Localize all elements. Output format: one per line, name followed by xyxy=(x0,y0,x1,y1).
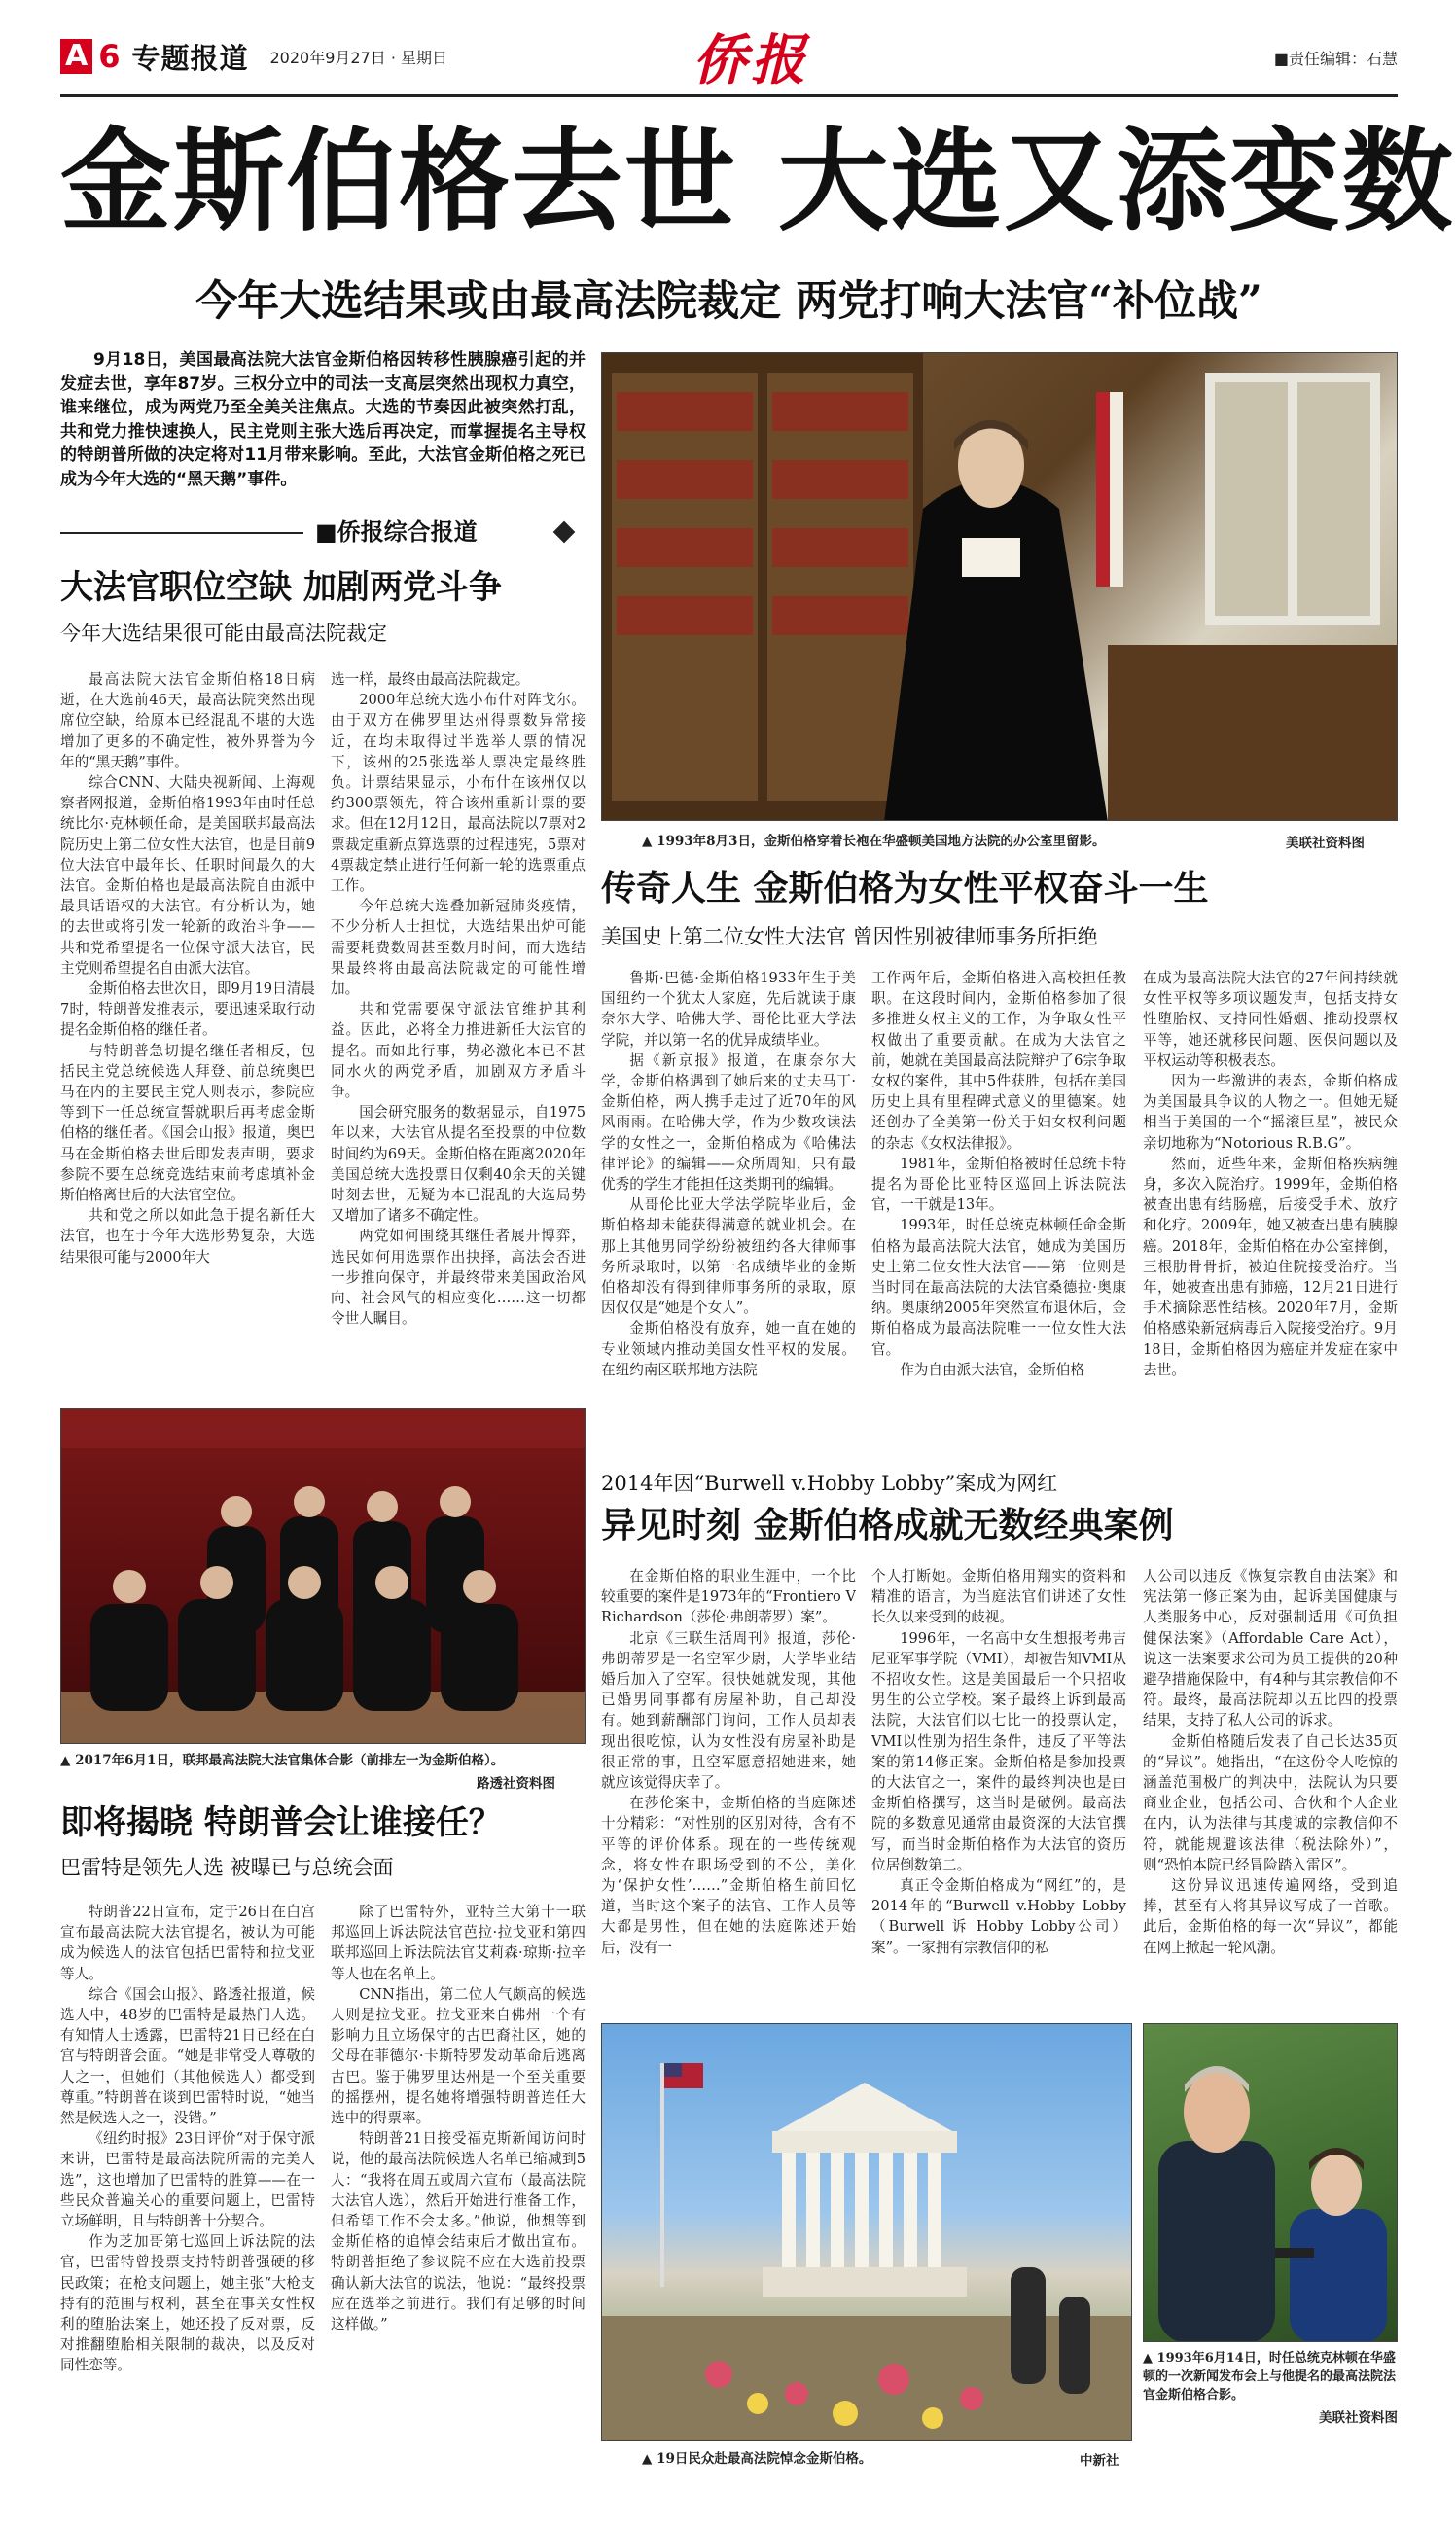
paragraph: 特朗普21日接受福克斯新闻访问时说，他的最高法院候选人名单已缩减到5人：“我将在周五或周六宣布（最高法院大法官人选），然后开始进行准备工作，但希望工作不会太多。”他说，他想等到金斯伯格的追悼会结束后才做出宣布。特朗普拒绝了参议院不应在大选前投票确认新大法官的说法，他说：“最终投票应在选举之前进行。我们有足够的时间这样做。” xyxy=(331,2130,586,2333)
paragraph: 金斯伯格去世次日，即9月19日清晨7时，特朗普发推表示，要迅速采取行动提名金斯伯格的继任者。 xyxy=(60,980,315,1039)
paragraph: 共和党之所以如此急于提名新任大法官，也在于今年大选形势复杂，大选结果很可能与2000年大 xyxy=(60,1207,315,1265)
clinton-photo-caption-wrap xyxy=(1143,2349,1398,2426)
article1-col1 xyxy=(60,669,315,1399)
paragraph: 在莎伦案中，金斯伯格的当庭陈述十分精彩：“对性别的区别对待，含有不平等的评价体系。现在的一些传统观念，将女性在职场受到的不公，美化为‘保护女性’……”金斯伯格生前回忆道，当时这个案子的法官、工作人员等大都是男性，但在她的法庭陈述开始后，没有一 xyxy=(601,1795,856,1956)
paragraph: 作为芝加哥第七巡回上诉法院的法官，巴雷特曾投票支持特朗普强硬的移民政策；在枪支问题上，她主张“大枪支持有的范围与权利，甚至在事关女性权利的堕胎法案上，她还投了反对票，反对推翻堕胎相关限制的裁决，以及反对同性恋等。 xyxy=(60,2233,315,2374)
paragraph: 金斯伯格随后发表了自己长达35页的“异议”。她指出，“在这份令人吃惊的涵盖范围极广的判决中，法院认为只要商业企业，包括公司、合伙和个人企业在内，认为法律与其虔诚的宗教信仰不符，就能规避该法律（税法除外）”，则“恐怕本院已经冒险踏入雷区”。 xyxy=(1143,1732,1398,1873)
issue-date: 2020年9月27日 · 星期日 xyxy=(269,48,448,67)
paragraph: 据《新京报》报道，在康奈尔大学，金斯伯格遇到了她后来的丈夫马丁·金斯伯格，两人携手走过了近70年的风风雨雨。在哈佛大学，作为少数攻读法学的女性之一，金斯伯格成为《哈佛法律评论》的编辑——众所周知，只有最优秀的学生才能担任这类期刊的编辑。 xyxy=(601,1051,856,1193)
clinton-photo-credit: 美联社资料图 xyxy=(1319,2410,1398,2426)
paragraph: 个人打断她。金斯伯格用翔实的资料和精准的语言，为当庭法官们讲述了女性长久以来受到的歧视。 xyxy=(871,1568,1126,1626)
masthead-rule xyxy=(60,94,1398,97)
newspaper-logo: 侨报 xyxy=(692,28,809,92)
paragraph: 最高法院大法官金斯伯格18日病逝，在大选前46天，最高法院突然出现席位空缺，给原本已经混乱不堪的大选增加了更多的不确定性，被外界誉为今年的“黑天鹅”事件。 xyxy=(60,671,315,770)
byline-rule xyxy=(60,532,303,534)
paragraph: 金斯伯格没有放弃，她一直在她的专业领域内推动美国女性平权的发展。在纽约南区联邦地方法院 xyxy=(601,1320,856,1378)
article4-title: 即将揭晓 特朗普会让谁接任？ xyxy=(60,1803,502,1842)
paragraph: 两党如何围绕其继任者展开博弈，选民如何用选票作出抉择，高法会否进一步推向保守，并最终带来美国政治风向、社会风气的相应变化……这一切都令世人瞩目。 xyxy=(331,1228,586,1328)
article4-subtitle: 巴雷特是领先人选 被曝已与总统会面 xyxy=(60,1856,394,1879)
paragraph: 1993年，时任总统克林顿任命金斯伯格为最高法院大法官，她成为美国历史上第二位女性大法官——第一位则是当时同在最高法院的大法官桑德拉·奥康纳。奥康纳2005年突然宣布退休后，金斯伯格成为最高法院唯一一位女性大法官。 xyxy=(871,1217,1126,1358)
page-letter: A xyxy=(60,39,92,74)
paragraph: 国会研究服务的数据显示，自1975年以来，大法官从提名至投票的中位数时间约为69天。金斯伯格在距离2020年美国总统大选投票日仅剩40余天的关键时刻去世，无疑为本已混乱的大选局势又增加了诸多不确定性。 xyxy=(331,1104,586,1225)
lead-paragraph: 9月18日，美国最高法院大法官金斯伯格因转移性胰腺癌引起的并发症去世，享年87岁。三权分立中的司法一支高层突然出现权力真空，谁来继位，成为两党乃至全美关注焦点。大选的节奏因此被突然打乱，共和党力推快速换人，民主党则主张大选后再决定，而掌握提名主导权的特朗普所做的决定将对11月带来影响。至此，大法官金斯伯格之死已成为今年大选的“黑天鹅”事件。 xyxy=(60,350,586,489)
paragraph: 特朗普22日宣布，定于26日在白宫宣布最高法院大法官提名，被认为可能成为候选人的法官包括巴雷特和拉戈亚等人。 xyxy=(60,1904,315,1982)
article1-col2 xyxy=(331,669,586,1399)
paragraph: 鲁斯·巴德·金斯伯格1933年生于美国纽约一个犹太人家庭，先后就读于康奈尔大学、哈佛大学、哥伦比亚大学法学院，并以第一名的优异成绩毕业。 xyxy=(601,970,856,1049)
masthead xyxy=(60,28,1398,95)
article2-col1 xyxy=(601,968,856,1454)
paragraph: 然而，近些年来，金斯伯格疾病缠身，多次入院治疗。1999年，金斯伯格被查出患有结肠癌，后接受手术、放疗和化疗。2009年，她又被查出患有胰腺癌。2018年，金斯伯格在办公室摔倒，三根肋骨骨折，被迫住院接受治疗。当年，她被查出患有肺癌，12月21日进行手术摘除恶性结核。2020年7月，金斯伯格感染新冠病毒后入院接受治疗。9月18日，金斯伯格因为癌症并发症在家中去世。 xyxy=(1143,1155,1398,1378)
paragraph: 因为一些激进的表态，金斯伯格成为美国最具争议的人物之一。但她无疑相当于美国的一个“摇滚巨星”，被民众亲切地称为“Notorious R.B.G”。 xyxy=(1143,1073,1398,1152)
article2-subtitle: 美国史上第二位女性大法官 曾因性别被律师事务所拒绝 xyxy=(601,925,1098,948)
court-photo-caption: ▲ 19日民众赴最高法院悼念金斯伯格。 xyxy=(642,2451,872,2467)
justices-illustration xyxy=(61,1409,586,1744)
paragraph: 真正令金斯伯格成为“网红”的，是2014年的“Burwell v.Hobby Lobby（Burwell 诉 Hobby Lobby公司）案”。一家拥有宗教信仰的私 xyxy=(871,1877,1126,1956)
paragraph: 1996年，一名高中女生想报考弗吉尼亚军事学院（VMI），却被告知VMI从不招收女性。这是美国最后一个只招收男生的公立学校。案子最终上诉到最高法院，大法官们以七比一的投票认定，VMI以性别为招生条件，违反了平等法案的第14修正案。金斯伯格是参加投票的大法官之一，案件的最终判决也是由金斯伯格撰写，这当时是破例。最高法院的多数意见通常由最资深的大法官撰写，而当时金斯伯格作为大法官的资历位居倒数第二。 xyxy=(871,1629,1126,1873)
paragraph: 在成为最高法院大法官的27年间持续就女性平权等多项议题发声，包括支持女性堕胎权、支持同性婚姻、推动投票权平等，她还就移民问题、医保问题以及平权运动等积极表态。 xyxy=(1143,970,1398,1069)
clinton-illustration xyxy=(1144,2024,1398,2342)
article3-col2 xyxy=(871,1566,1126,1979)
editor-credit: ■责任编辑：石慧 xyxy=(1273,50,1398,68)
paragraph: 综合《国会山报》、路透社报道，候选人中，48岁的巴雷特是最热门人选。有知情人士透露，巴雷特21日已经在白宫与特朗普会面。“她是非常受人尊敬的人之一，但她们（其他候选人）都受到尊重。”特朗普在谈到巴雷特时说，“她当然是候选人之一，没错。” xyxy=(60,1985,315,2127)
court-illustration xyxy=(602,2024,1132,2441)
article1-title: 大法官职位空缺 加剧两党斗争 xyxy=(60,568,502,607)
article2-col2 xyxy=(871,968,1126,1454)
paragraph: 今年总统大选叠加新冠肺炎疫情，不少分析人士担忧，大选结果出炉可能需要耗费数周甚至数月时间，而大选结果最终将由最高法院裁定的可能性增加。 xyxy=(331,898,586,998)
article3-col3 xyxy=(1143,1566,1398,1979)
article3-kicker: 2014年因“Burwell v.Hobby Lobby”案成为网红 xyxy=(601,1472,1058,1495)
office-illustration xyxy=(602,353,1398,821)
justices-photo-credit: 路透社资料图 xyxy=(477,1776,555,1792)
main-headline: 金斯伯格去世 大选又添变数 xyxy=(60,117,1455,246)
article3-title: 异见时刻 金斯伯格成就无数经典案例 xyxy=(601,1506,1174,1546)
paragraph: 《纽约时报》23日评价“对于保守派来讲，巴雷特是最高法院所需的完美人选”，这也增加了巴雷特的胜算——在一些民众普遍关心的重要问题上，巴雷特立场鲜明，且与特朗普十分契合。 xyxy=(60,2130,315,2230)
paragraph: 2000年总统大选小布什对阵戈尔。由于双方在佛罗里达州得票数异常接近，在均未取得过半选举人票的情况下，该州的25张选举人票决定最终胜负。计票结果显示，小布什在该州仅以约300票领先，符合该州重新计票的要求。但在12月12日，最高法院以7票对2票裁定重新点算选票的过程违宪，5票对4票裁定禁止进行任何新一轮的选票重点工作。 xyxy=(331,692,586,895)
byline-row xyxy=(60,516,586,549)
justices-photo-caption: ▲ 2017年6月1日，联邦最高法院大法官集体合影（前排左一为金斯伯格）。 xyxy=(60,1753,505,1768)
article2-title: 传奇人生 金斯伯格为女性平权奋斗一生 xyxy=(601,869,1209,908)
paragraph: 作为自由派大法官，金斯伯格 xyxy=(900,1361,1084,1378)
paragraph: 共和党需要保守派法官维护其利益。因此，必将全力推进新任大法官的提名。而如此行事，势必激化本已不甚同水火的两党矛盾，加剧双方矛盾斗争。 xyxy=(331,1001,586,1101)
paragraph: 人公司以违反《恢复宗教自由法案》和宪法第一修正案为由，起诉美国健康与人类服务中心，反对强制适用《可负担健保法案》（Affordable Care Act），说这一法案要求公司为员工提供的20种避孕措施保险中，有4种与其宗教信仰不符。最终，最高法院却以五比四的投票结果，支持了私人公司的诉求。 xyxy=(1143,1568,1398,1729)
page-number-badge xyxy=(60,39,447,74)
article4-col2 xyxy=(331,1902,586,2485)
paragraph: 综合CNN、大陆央视新闻、上海观察者网报道，金斯伯格1993年由时任总统比尔·克林顿任命，是美国联邦最高法院历史上第二位女性大法官，也是目前9位大法官中最年长、任职时间最久的大法官。金斯伯格也是最高法院自由派中最具话语权的大法官。有分析认为，她的去世或将引发一轮新的政治斗争——共和党希望提名一位保守派大法官，民主党则希望提名自由派大法官。 xyxy=(60,774,315,977)
paragraph: 选一样，最终由最高法院裁定。 xyxy=(331,671,530,688)
section-label: 专题报道 xyxy=(131,41,249,75)
court-photo-credit: 中新社 xyxy=(1080,2453,1119,2469)
clinton-photo-caption: ▲ 1993年6月14日，时任总统克林顿在华盛顿的一次新闻发布会上与他提名的最高法院法官金斯伯格合影。 xyxy=(1143,2351,1397,2403)
main-subheadline: 今年大选结果或由最高法院裁定 两党打响大法官“补位战” xyxy=(195,277,1262,326)
paragraph: 从哥伦比亚大学法学院毕业后，金斯伯格却未能获得满意的就业机会。在那上其他男同学纷纷被纽约各大律师事务所录取时，以第一名成绩毕业的金斯伯格却没有得到律师事务所的录取，原因仅仅是“她是个女人”。 xyxy=(601,1196,856,1317)
office-photo-caption: ▲ 1993年8月3日，金斯伯格穿着长袍在华盛顿美国地方法院的办公室里留影。 xyxy=(642,834,1106,849)
justices-group-photo xyxy=(60,1408,586,1744)
page-number: 6 xyxy=(98,38,121,75)
paragraph: 工作两年后，金斯伯格进入高校担任教职。在这段时间内，金斯伯格参加了很多推进女权主义的工作，为争取女性平权做出了重要贡献。在成为大法官之前，她就在美国最高法院辩护了6宗争取女权的案件，其中5件获胜，包括在美国历史上具有里程碑式意义的里德案。她还创办了全美第一份关于妇女权利问题的杂志《女权法律报》。 xyxy=(871,970,1126,1152)
diamond-icon xyxy=(553,521,576,544)
office-photo-credit: 美联社资料图 xyxy=(1286,836,1365,851)
byline: ■侨报综合报道 xyxy=(315,518,478,546)
article2-col3 xyxy=(1143,968,1398,1454)
ginsburg-office-photo xyxy=(601,352,1398,821)
paragraph: CNN指出，第二位人气颇高的候选人则是拉戈亚。拉戈亚来自佛州一个有影响力且立场保守的古巴裔社区，她的父母在菲德尔·卡斯特罗发动革命后逃离古巴。鉴于佛罗里达州是一个至关重要的摇摆州，提名她将增强特朗普连任大选中的得票率。 xyxy=(331,1985,586,2127)
article4-col1 xyxy=(60,1902,315,2485)
paragraph: 与特朗普急切提名继任者相反，包括民主党总统候选人拜登、前总统奥巴马在内的主要民主党人则表示，参院应等到下一任总统宣誓就职后再考虑金斯伯格的继任者。《国会山报》报道，奥巴马在金斯伯格去世后即发表声明，要求参院不要在总统竞选结束前考虑填补金斯伯格离世后的大法官空位。 xyxy=(60,1042,315,1204)
paragraph: 1981年，金斯伯格被时任总统卡特提名为哥伦比亚特区巡回上诉法院法官，一干就是13年。 xyxy=(871,1155,1126,1214)
article3-col1 xyxy=(601,1566,856,1979)
paragraph: 在金斯伯格的职业生涯中，一个比较重要的案件是1973年的“Frontiero V Richardson（莎伦·弗朗蒂罗）案”。 xyxy=(601,1568,856,1626)
clinton-ginsburg-photo xyxy=(1143,2023,1398,2342)
article1-subtitle: 今年大选结果很可能由最高法院裁定 xyxy=(60,622,387,645)
paragraph: 除了巴雷特外，亚特兰大第十一联邦巡回上诉法院法官芭拉·拉戈亚和第四联邦巡回上诉法院法官艾莉森·琼斯·拉辛等人也在名单上。 xyxy=(331,1904,586,1982)
paragraph: 北京《三联生活周刊》报道，莎伦·弗朗蒂罗是一名空军少尉，大学毕业结婚后加入了空军。很快她就发现，其他已婚男同事都有房屋补助，自己却没有。她到薪酬部门询问，工作人员却表现出很吃惊，认为女性没有房屋补助是很正常的事，且空军愿意招她进来，她就应该觉得庆幸了。 xyxy=(601,1629,856,1792)
paragraph: 这份异议迅速传遍网络，受到追捧，甚至有人将其异议写成了一首歌。此后，金斯伯格的每一次“异议”，都能在网上掀起一轮风潮。 xyxy=(1143,1877,1398,1956)
court-memorial-photo xyxy=(601,2023,1132,2441)
